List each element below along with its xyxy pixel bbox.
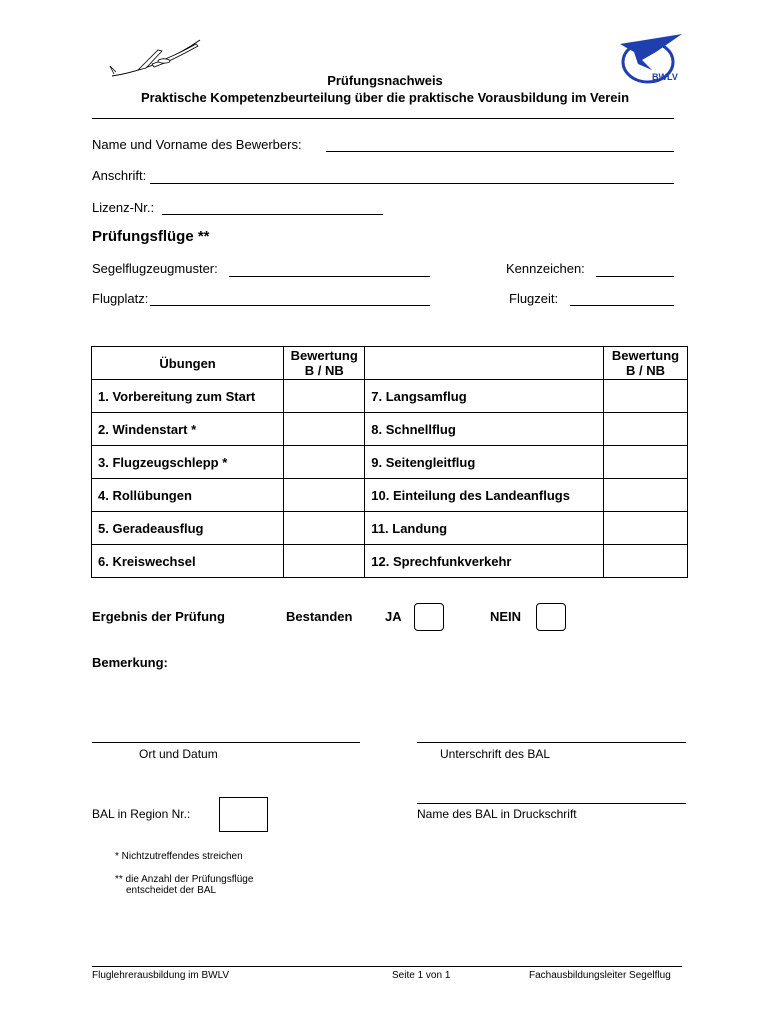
table-row [92,446,688,479]
rating-cell[interactable] [284,512,365,545]
rating-header-line2: B / NB [626,363,665,378]
rating-cell[interactable] [284,380,365,413]
airfield-label: Flugplatz: [92,291,149,306]
remark-label: Bemerkung: [92,655,168,670]
yes-label: JA [385,609,402,624]
footnote-2-line2: entscheidet der BAL [126,885,217,896]
registration-label: Kennzeichen: [506,261,585,276]
airfield-field[interactable] [150,305,430,306]
exercise-cell: 4. Rollübungen [92,479,284,512]
region-label: BAL in Region Nr.: [92,807,191,821]
exercise-cell: 12. Sprechfunkverkehr [365,545,604,578]
signature-bal-label: Unterschrift des BAL [440,747,551,761]
rating-cell[interactable] [604,545,688,578]
col-exercises-header: Übungen [92,347,284,380]
footnote-2-line1: ** die Anzahl der Prüfungsflüge [115,874,254,885]
glider-type-label: Segelflugzeugmuster: [92,261,218,276]
registration-field[interactable] [596,276,674,277]
bal-name-field[interactable] [417,803,686,804]
exercise-cell: 10. Einteilung des Landeanflugs [365,479,604,512]
address-label: Anschrift: [92,168,147,183]
region-number-box[interactable] [219,797,268,832]
exercise-cell: 9. Seitengleitflug [365,446,604,479]
flight-time-label: Flugzeit: [509,291,559,306]
glider-type-field[interactable] [229,276,430,277]
footer-page-number: Seite 1 von 1 [392,970,451,981]
footer-right: Fachausbildungsleiter Segelflug [529,970,671,981]
name-field[interactable] [326,151,674,152]
exercise-cell: 2. Windenstart * [92,413,284,446]
rating-cell[interactable] [604,479,688,512]
table-row [92,512,688,545]
yes-checkbox[interactable] [414,603,444,631]
rating-cell[interactable] [284,479,365,512]
footnote-1: * Nichtzutreffendes streichen [115,851,243,862]
passed-label: Bestanden [286,609,353,624]
col-exercises-header-right [365,347,604,380]
col-rating-header-right [604,347,688,380]
table-row [92,479,688,512]
signature-bal-field[interactable] [417,742,686,743]
rating-header-line1: Bewertung [290,348,358,363]
exercise-cell: 11. Landung [365,512,604,545]
header-divider [92,118,674,119]
exercise-cell: 1. Vorbereitung zum Start [92,380,284,413]
result-label: Ergebnis der Prüfung [92,609,225,624]
table-row [92,545,688,578]
rating-cell[interactable] [604,380,688,413]
bal-name-label: Name des BAL in Druckschrift [417,807,577,821]
name-label: Name und Vorname des Bewerbers: [92,137,302,152]
no-label: NEIN [490,609,522,624]
exercise-cell: 3. Flugzeugschlepp * [92,446,284,479]
rating-cell[interactable] [604,446,688,479]
rating-cell[interactable] [284,446,365,479]
table-row [92,380,688,413]
footer-divider [92,966,682,967]
logo-text: BWLV [652,72,678,82]
rating-cell[interactable] [604,512,688,545]
table-header-row [92,347,688,380]
exercise-cell: 5. Geradeausflug [92,512,284,545]
no-checkbox[interactable] [536,603,566,631]
col-rating-header-left [284,347,365,380]
place-date-label: Ort und Datum [139,747,218,761]
exercise-cell: 6. Kreiswechsel [92,545,284,578]
flight-time-field[interactable] [570,305,674,306]
page-subtitle: Praktische Kompetenzbeurteilung über die praktische Vorausbildung im Verein [140,90,630,105]
rating-header-line1: Bewertung [611,348,680,363]
table-row [92,413,688,446]
rating-cell[interactable] [284,413,365,446]
address-field[interactable] [150,183,674,184]
license-field[interactable] [162,214,383,215]
exercise-table [91,346,688,578]
page-title: Prüfungsnachweis [327,73,443,88]
exercise-cell: 8. Schnellflug [365,413,604,446]
rating-cell[interactable] [284,545,365,578]
exercise-cell: 7. Langsamflug [365,380,604,413]
place-date-field[interactable] [92,742,360,743]
rating-cell[interactable] [604,413,688,446]
license-label: Lizenz-Nr.: [92,200,155,215]
flights-heading: Prüfungsflüge ** [92,228,210,245]
rating-header-line2: B / NB [304,363,344,378]
footer-left: Fluglehrerausbildung im BWLV [92,970,230,981]
